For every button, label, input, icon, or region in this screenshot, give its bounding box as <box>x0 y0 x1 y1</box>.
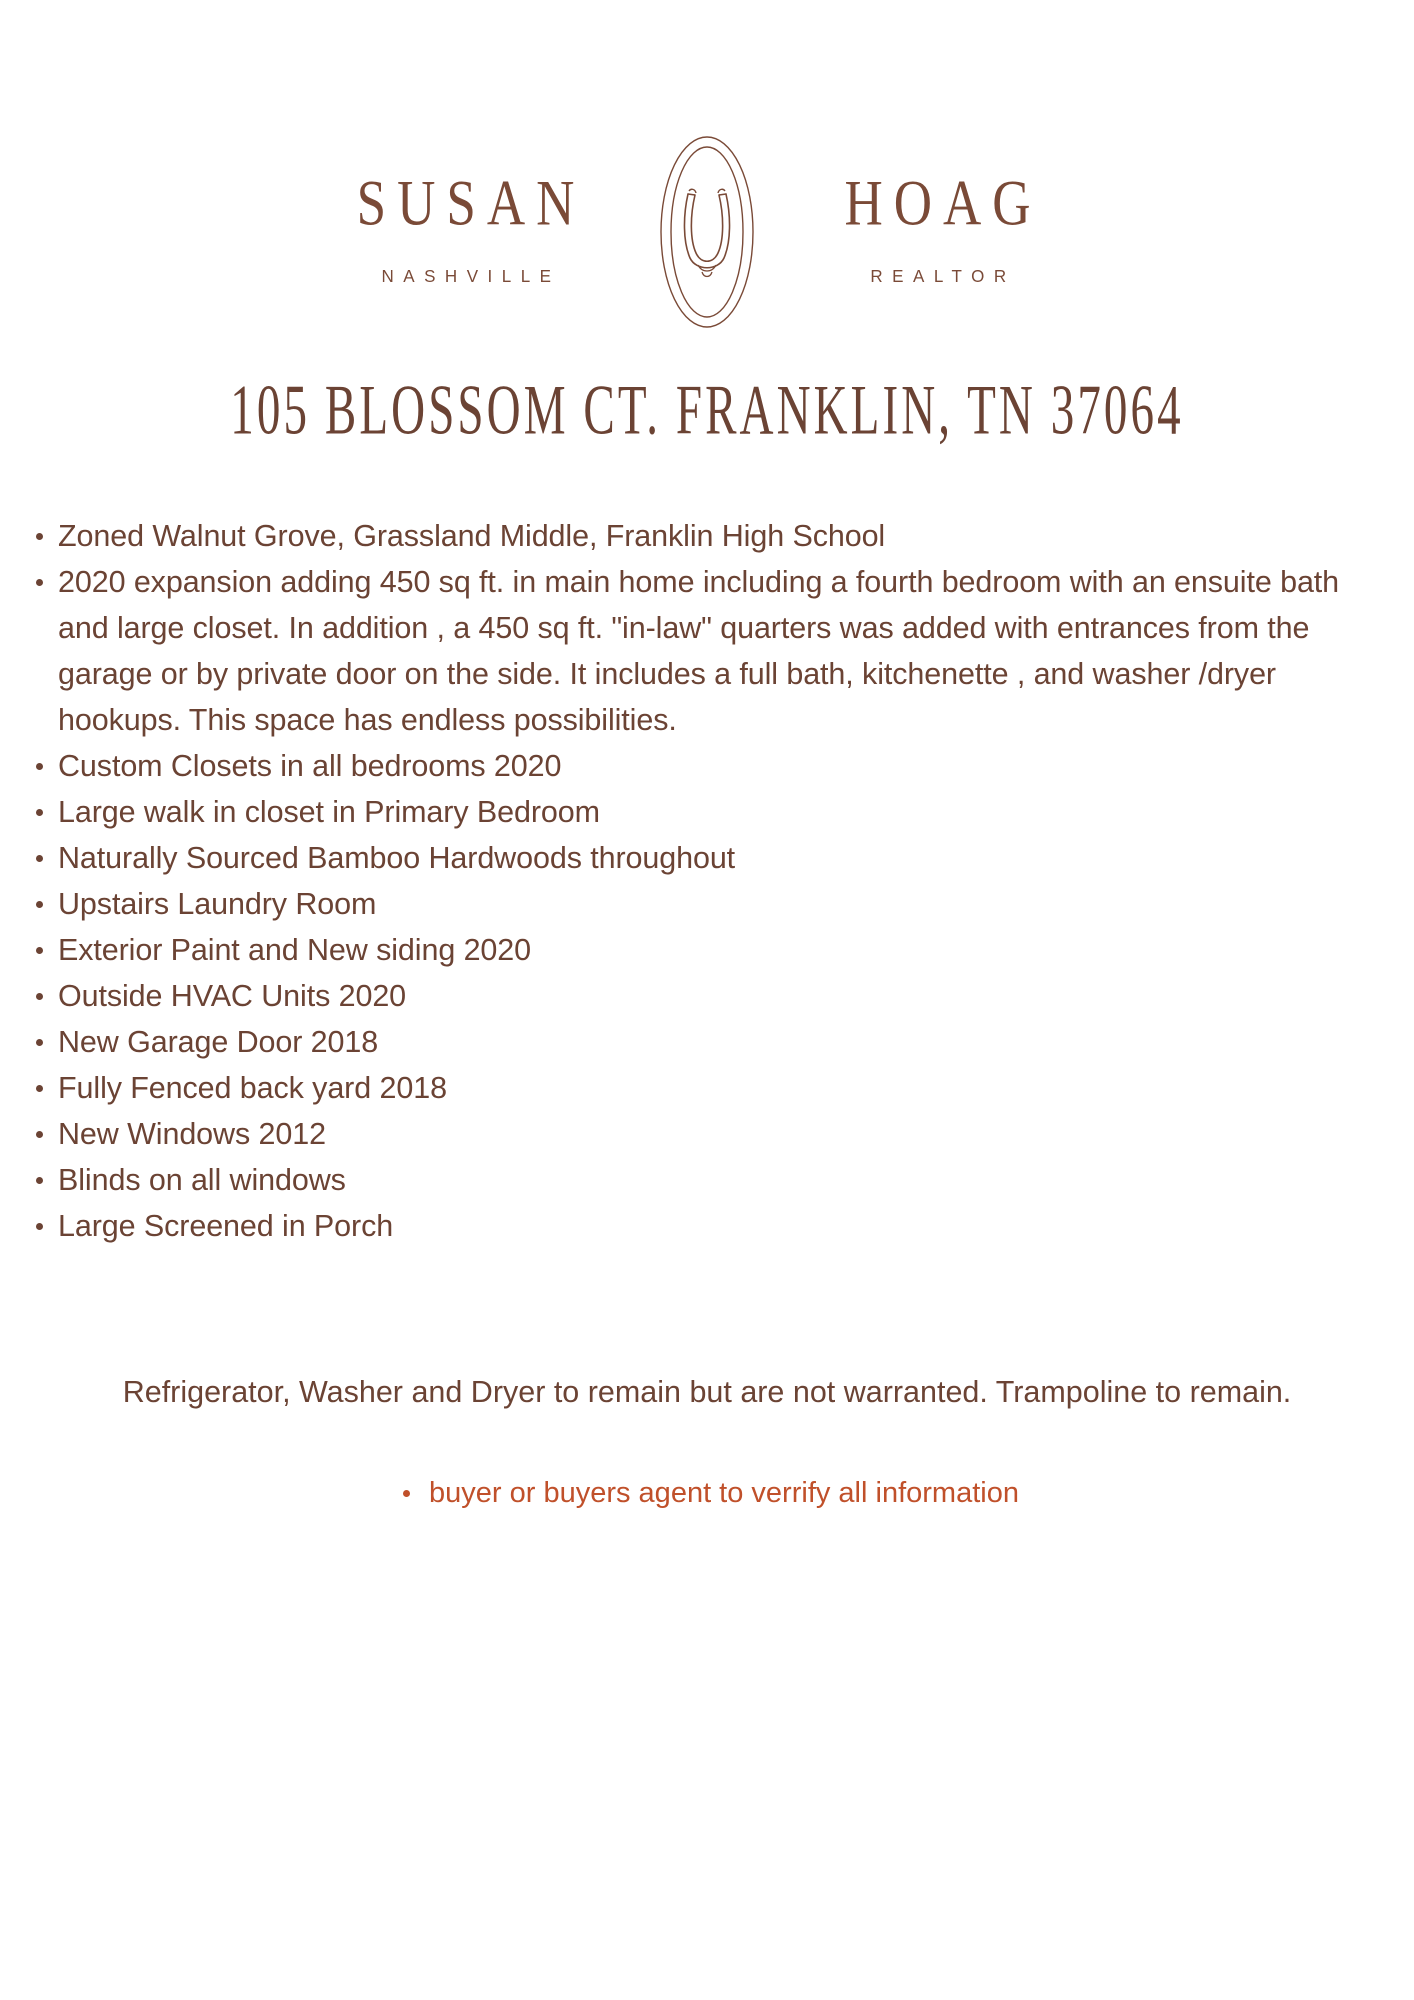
list-item: 2020 expansion adding 450 sq ft. in main home including a fourth bedroom with an ensuite bath and large closet. In addition , a 450 sq ft. "in-law" quarters was added with entrances from the garage or by private door on the side. It includes a full bath, kitchenette , and washer /dryer hookups. This space has endless possibilities. <box>0 559 1392 743</box>
list-item: Naturally Sourced Bamboo Hardwoods throughout <box>0 835 1392 881</box>
list-item: New Garage Door 2018 <box>0 1019 1392 1065</box>
list-item: Exterior Paint and New siding 2020 <box>0 927 1392 973</box>
list-item: Blinds on all windows <box>0 1157 1392 1203</box>
list-item: Zoned Walnut Grove, Grassland Middle, Franklin High School <box>0 513 1392 559</box>
list-item: Large Screened in Porch <box>0 1203 1392 1249</box>
list-item: Large walk in closet in Primary Bedroom <box>0 789 1392 835</box>
disclaimer-row <box>0 1473 1414 1513</box>
brand-first-name: SUSAN <box>356 168 586 239</box>
brand-last-name: HOAG <box>844 168 1042 239</box>
page-title: 105 BLOSSOM CT. FRANKLIN, TN 37064 <box>230 369 1184 450</box>
brand-logo <box>0 0 1414 332</box>
horseshoe-oval-icon <box>642 132 772 332</box>
appliance-note: Refrigerator, Washer and Dryer to remain but are not warranted. Trampoline to remain. <box>122 1375 1292 1409</box>
feature-list <box>0 513 1414 1249</box>
list-item: Custom Closets in all bedrooms 2020 <box>0 743 1392 789</box>
list-item: Fully Fenced back yard 2018 <box>0 1065 1392 1111</box>
brand-right-tagline: REALTOR <box>870 266 1016 286</box>
list-item: New Windows 2012 <box>0 1111 1392 1157</box>
buyer-verification-disclaimer: buyer or buyers agent to verrify all information <box>395 1473 1019 1513</box>
list-item: Outside HVAC Units 2020 <box>0 973 1392 1019</box>
list-item: Upstairs Laundry Room <box>0 881 1392 927</box>
brand-left-tagline: NASHVILLE <box>381 266 561 286</box>
brand-left-group <box>306 168 636 287</box>
brand-right-group <box>778 168 1108 287</box>
